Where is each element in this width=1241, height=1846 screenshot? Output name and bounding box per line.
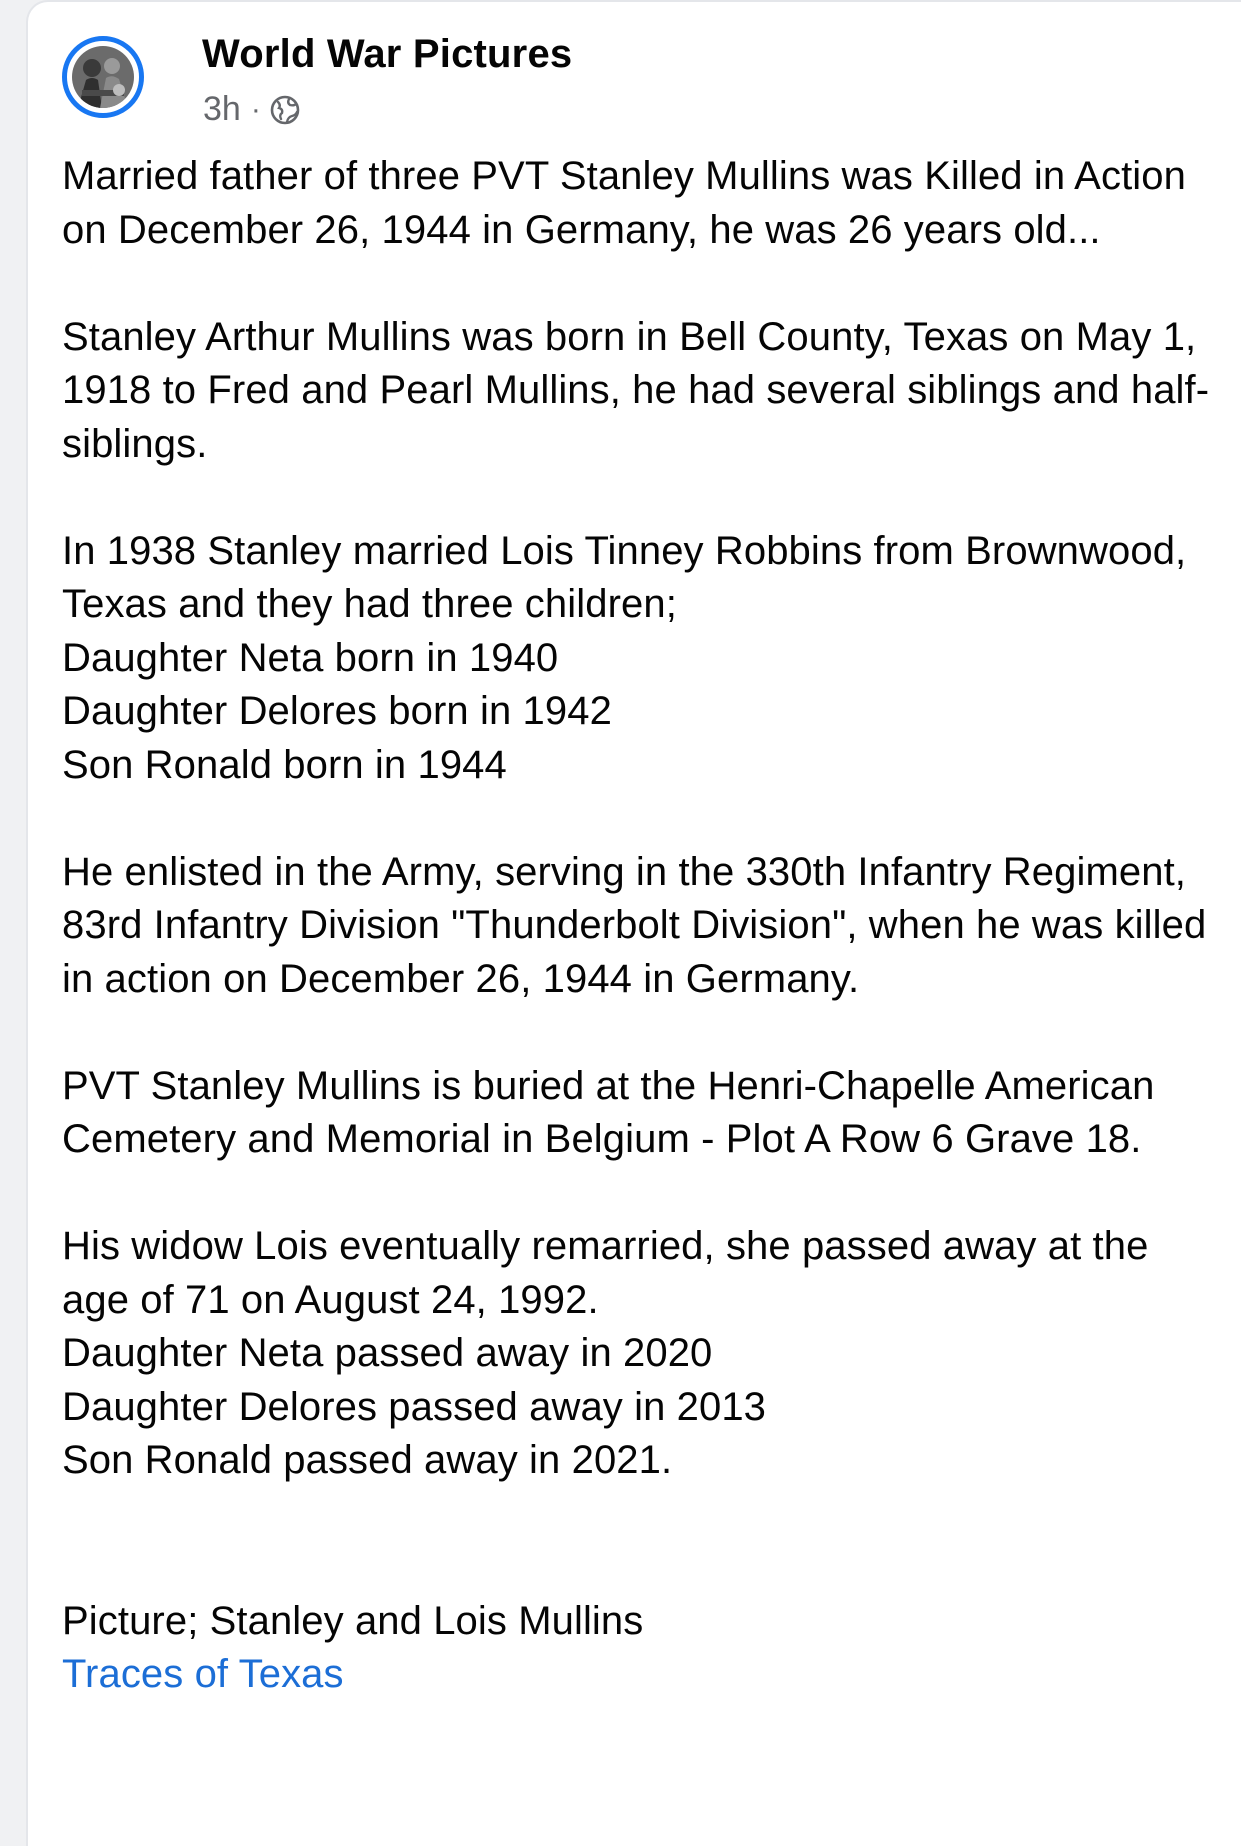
traces-of-texas-link[interactable]: Traces of Texas	[62, 1652, 344, 1696]
post-paragraph: In 1938 Stanley married Lois Tinney Robbins from Brownwood, Texas and they had three children; Daughter Neta born in 1940 Daughter Delores born in 1942 Son Ronald born in 1944	[62, 528, 1187, 787]
globe-icon	[269, 94, 301, 126]
avatar-image	[72, 46, 134, 108]
post-timestamp[interactable]: 3h	[203, 90, 241, 128]
post-caption: Picture; Stanley and Lois Mullins	[62, 1598, 644, 1643]
post-paragraph: PVT Stanley Mullins is buried at the Henri-Chapelle American Cemetery and Memorial in Belgium - Plot A Row 6 Grave 18.	[62, 1063, 1155, 1161]
avatar[interactable]	[62, 36, 144, 118]
post-paragraph: Stanley Arthur Mullins was born in Bell County, Texas on May 1, 1918 to Fred and Pearl Mullins, he had several siblings and half-siblings.	[62, 314, 1210, 466]
post-paragraph: He enlisted in the Army, serving in the 330th Infantry Regiment, 83rd Infantry Division "Thunderbolt Division", when he was killed in action on December 26, 1944 in Germany.	[62, 849, 1207, 1001]
post-text	[62, 150, 1222, 1755]
post-paragraph: Married father of three PVT Stanley Mullins was Killed in Action on December 26, 1944 in Germany, he was 26 years old...	[62, 154, 1186, 252]
post-meta	[203, 90, 301, 129]
post-caption-block	[62, 1541, 1222, 1755]
page-name[interactable]: World War Pictures	[202, 32, 573, 76]
meta-separator: ·	[250, 92, 261, 126]
post-card	[26, 0, 1241, 1846]
post-paragraph: His widow Lois eventually remarried, she passed away at the age of 71 on August 24, 1992. Daughter Neta passed away in 2020 Daughter Delores passed away in 2013 Son Ronald passed away in 2021.	[62, 1224, 1149, 1482]
